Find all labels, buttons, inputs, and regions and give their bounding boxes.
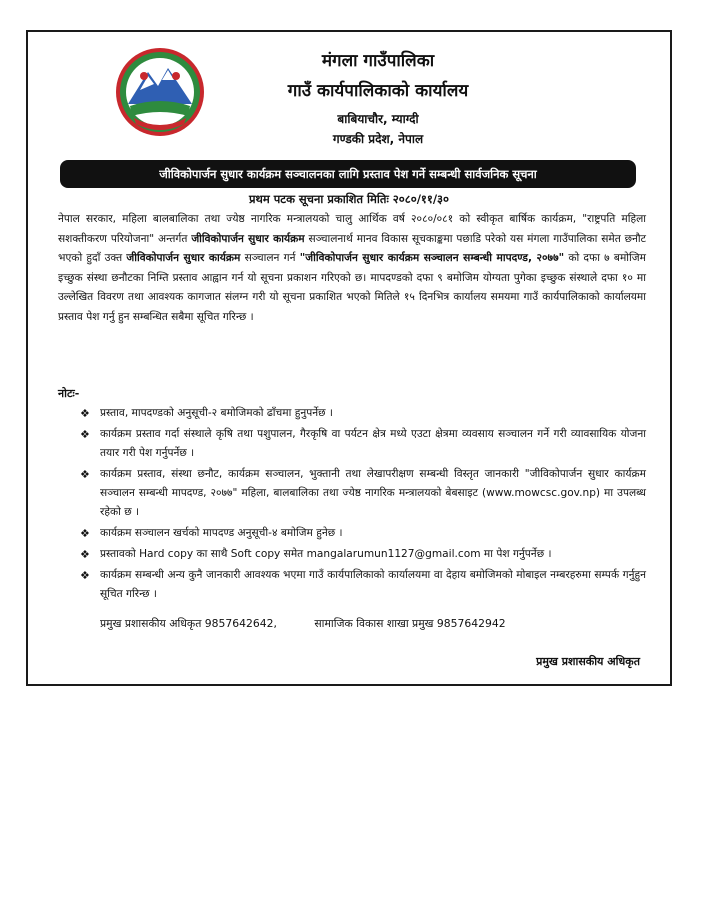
note-text: कार्यक्रम सञ्चालन खर्चको मापदण्ड अनुसूची-४ बमोजिम हुनेछ । (100, 527, 343, 539)
notice-frame (26, 30, 672, 686)
note-text: कार्यक्रम सम्बन्धी अन्य कुनै जानकारी आवश्यक भएमा गाउँ कार्यपालिकाको कार्यालयमा वा देहाय बमोजिमको मोबाइल नम्बरहरुमा सम्पर्क गर्नुहुन सूचित गरिन्छ । (100, 569, 646, 600)
social-dev-contact: सामाजिक विकास शाखा प्रमुख 9857642942 (314, 617, 506, 630)
list-item (80, 545, 646, 564)
published-date: प्रथम पटक सूचना प्रकाशित मितिः २०८०/११/३० (248, 192, 450, 206)
body-text-3: सञ्चालन गर्न (240, 252, 300, 264)
diamond-bullet-icon: ❖ (80, 548, 90, 561)
list-item (80, 465, 646, 522)
province-name: गण्डकी प्रदेश, नेपाल (332, 132, 424, 146)
list-item (80, 566, 646, 604)
diamond-bullet-icon: ❖ (80, 407, 90, 420)
office-name: गाउँ कार्यपालिकाको कार्यालय (287, 81, 469, 101)
note-text: प्रस्तावको Hard copy का साथै Soft copy समेत mangalarumun1127@gmail.com मा पेश गर्नुपर्नेछ । (100, 548, 552, 560)
office-address: बाबियाचौर, म्याग्दी (337, 112, 419, 126)
notice-title-banner: जीविकोपार्जन सुधार कार्यक्रम सञ्चालनका लागि प्रस्ताव पेश गर्ने सम्बन्धी सार्वजनिक सूचना (60, 160, 636, 188)
body-bold-2: जीविकोपार्जन सुधार कार्यक्रम (126, 252, 241, 264)
note-heading: नोटः- (58, 387, 80, 400)
note-text: कार्यक्रम प्रस्ताव गर्दा संस्थाले कृषि तथा पशुपालन, गैरकृषि वा पर्यटन क्षेत्र मध्ये एउटा क्षेत्रमा व्यवसाय सञ्चालन गर्ने गरी व्यावसायिक योजना तयार गरी पेश गर्नुपर्नेछ । (100, 428, 646, 459)
diamond-bullet-icon: ❖ (80, 428, 90, 441)
notice-body (58, 210, 646, 327)
municipality-name: मंगला गाउँपालिका (321, 51, 435, 71)
note-text: प्रस्ताव, मापदण्डको अनुसूची-२ बमोजिमको ढाँचमा हुनुपर्नेछ । (100, 407, 333, 419)
diamond-bullet-icon: ❖ (80, 527, 90, 540)
cao-contact: प्रमुख प्रशासकीय अधिकृत 9857642642, (100, 617, 277, 630)
list-item (80, 524, 646, 543)
diamond-bullet-icon: ❖ (80, 569, 90, 582)
contact-numbers (100, 616, 506, 631)
body-bold-1: जीविकोपार्जन सुधार कार्यक्रम (191, 232, 305, 245)
list-item (80, 425, 646, 463)
diamond-bullet-icon: ❖ (80, 468, 90, 481)
nepal-government-emblem-icon (114, 46, 206, 138)
signature-title: प्रमुख प्रशासकीय अधिकृत (536, 655, 640, 668)
note-text: कार्यक्रम प्रस्ताव, संस्था छनौट, कार्यक्रम सञ्चालन, भुक्तानी तथा लेखापरीक्षण सम्बन्धी विस्तृत जानकारी "जीविकोपार्जन सुधार कार्यक्रम सञ्चालन सम्बन्धी मापदण्ड, २०७७" महिला, बालबालिका तथा ज्येष्ठ नागरिक मन्त्रालयको बेबसाइट (www.mowcsc.gov.np) मा उपलब्ध रहेको छ । (100, 468, 646, 518)
list-item (80, 404, 646, 423)
body-text-2: सञ्चालनार्थ मानव विकास सूचकाङ्कमा पछाडि परेको यस मंगला गाउँपालिका समेत छनौट भएको हुदाँ उक्त (58, 232, 646, 264)
body-text-1: नेपाल सरकार, महिला बालबालिका तथा ज्येष्ठ नागरिक मन्त्रालयको चालु आर्थिक वर्ष २०८०/०८१ को स्वीकृत बार्षिक कार्यक्रम, "राष्ट्रपति महिला सशक्तीकरण परियोजना" अन्तर्गत (58, 213, 646, 245)
body-bold-3: "जीविकोपार्जन सुधार कार्यक्रम सञ्चालन सम्बन्धी मापदण्ड, २०७७" (299, 252, 565, 264)
body-text-4: को दफा ७ बमोजिम इच्छुक संस्था छनौटका निम्ति प्रस्ताव आह्वान गर्न यो सूचना प्रकाशन गरिएको छ। मापदण्डको दफा ९ बमोजिम योग्यता पुगेका इच्छुक संस्थाले दफा १० मा उल्लेखित विवरण तथा आवश्यक कागजात संलग्न गरी यो सूचना प्रकाशित भएको मितिले १५ दिनभित्र कार्यालय समयमा गाउँ कार्यपालिकाको कार्यालयमा प्रस्ताव पेश गर्नु हुन सम्बन्धित सबैमा सूचित गरिन्छ । (58, 252, 646, 323)
notes-list (80, 404, 646, 606)
